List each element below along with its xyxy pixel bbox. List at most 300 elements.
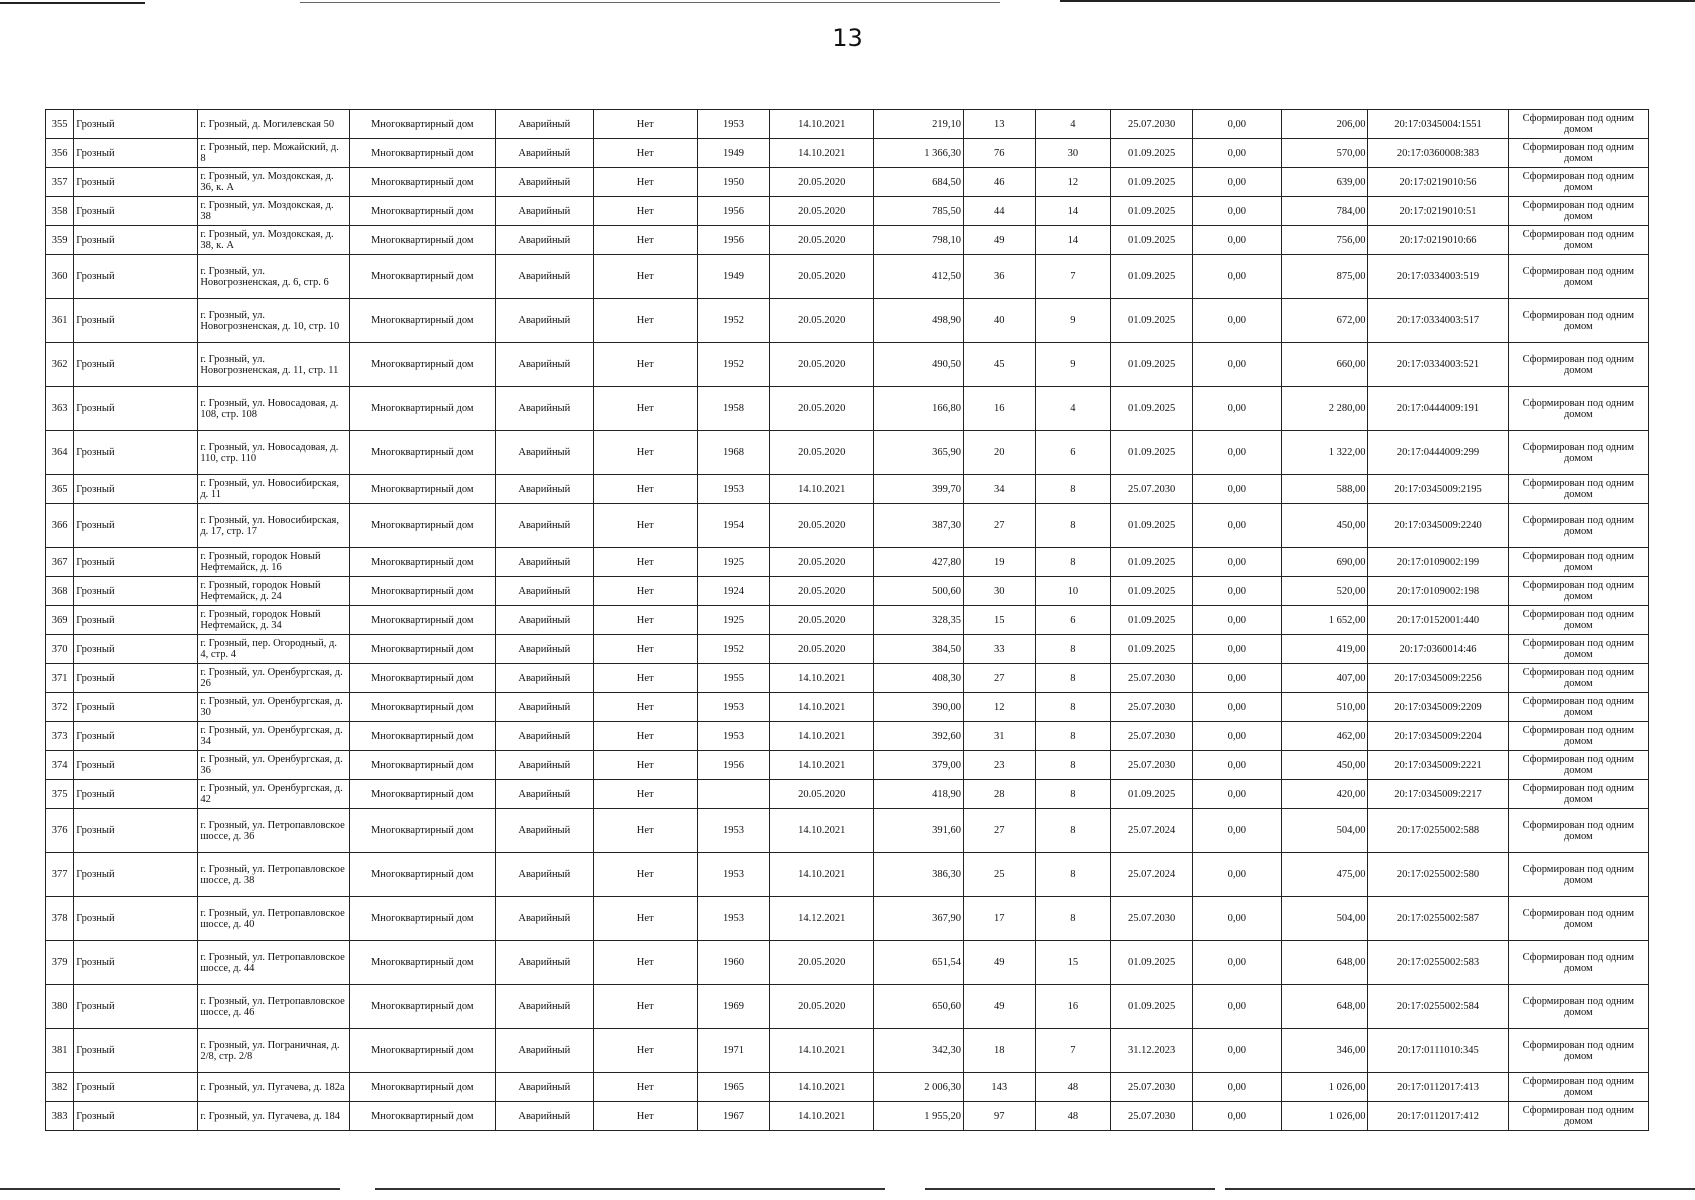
land-area-cell: 570,00 <box>1281 139 1368 168</box>
row-number-cell: 383 <box>46 1102 74 1131</box>
residents-cell: 40 <box>963 299 1035 343</box>
flag-cell: Нет <box>593 197 697 226</box>
flats-cell: 8 <box>1035 504 1111 548</box>
recognition-date-cell: 20.05.2020 <box>770 941 874 985</box>
flag-cell: Нет <box>593 299 697 343</box>
building-type-cell: Многоквартирный дом <box>349 475 495 504</box>
area-cell: 798,10 <box>874 226 964 255</box>
resettlement-date-cell: 25.07.2030 <box>1111 1102 1193 1131</box>
address-cell: г. Грозный, ул. Оренбургская, д. 30 <box>198 693 349 722</box>
building-type-cell: Многоквартирный дом <box>349 168 495 197</box>
year-built-cell: 1953 <box>697 897 770 941</box>
land-status-cell: Сформирован под одним домом <box>1508 431 1648 475</box>
value-cell: 0,00 <box>1192 853 1281 897</box>
cadastral-number-cell: 20:17:0152001:440 <box>1368 606 1508 635</box>
residents-cell: 13 <box>963 110 1035 139</box>
top-rule-right <box>1060 0 1695 2</box>
city-cell: Грозный <box>74 504 198 548</box>
value-cell: 0,00 <box>1192 1029 1281 1073</box>
city-cell: Грозный <box>74 475 198 504</box>
condition-cell: Аварийный <box>495 226 593 255</box>
condition-cell: Аварийный <box>495 197 593 226</box>
flag-cell: Нет <box>593 577 697 606</box>
area-cell: 650,60 <box>874 985 964 1029</box>
recognition-date-cell: 14.10.2021 <box>770 693 874 722</box>
cadastral-number-cell: 20:17:0360008:383 <box>1368 139 1508 168</box>
city-cell: Грозный <box>74 110 198 139</box>
table-row <box>46 635 1649 664</box>
land-area-cell: 1 652,00 <box>1281 606 1368 635</box>
recognition-date-cell: 14.12.2021 <box>770 897 874 941</box>
land-status-cell: Сформирован под одним домом <box>1508 1073 1648 1102</box>
city-cell: Грозный <box>74 751 198 780</box>
resettlement-date-cell: 01.09.2025 <box>1111 504 1193 548</box>
table-row <box>46 197 1649 226</box>
building-type-cell: Многоквартирный дом <box>349 809 495 853</box>
flag-cell: Нет <box>593 1073 697 1102</box>
cadastral-number-cell: 20:17:0444009:191 <box>1368 387 1508 431</box>
flats-cell: 6 <box>1035 431 1111 475</box>
residents-cell: 12 <box>963 693 1035 722</box>
recognition-date-cell: 14.10.2021 <box>770 1102 874 1131</box>
flats-cell: 8 <box>1035 751 1111 780</box>
flag-cell: Нет <box>593 139 697 168</box>
building-type-cell: Многоквартирный дом <box>349 110 495 139</box>
flag-cell: Нет <box>593 110 697 139</box>
bottom-rule-3 <box>925 1188 1215 1190</box>
cadastral-number-cell: 20:17:0255002:580 <box>1368 853 1508 897</box>
flats-cell: 48 <box>1035 1102 1111 1131</box>
value-cell: 0,00 <box>1192 504 1281 548</box>
resettlement-date-cell: 01.09.2025 <box>1111 431 1193 475</box>
residents-cell: 30 <box>963 577 1035 606</box>
year-built-cell: 1955 <box>697 664 770 693</box>
land-area-cell: 1 026,00 <box>1281 1073 1368 1102</box>
address-cell: г. Грозный, городок Новый Нефтемайск, д. 16 <box>198 548 349 577</box>
resettlement-date-cell: 01.09.2025 <box>1111 387 1193 431</box>
flats-cell: 8 <box>1035 475 1111 504</box>
table-row <box>46 693 1649 722</box>
city-cell: Грозный <box>74 197 198 226</box>
value-cell: 0,00 <box>1192 809 1281 853</box>
flats-cell: 10 <box>1035 577 1111 606</box>
cadastral-number-cell: 20:17:0219010:51 <box>1368 197 1508 226</box>
residents-cell: 27 <box>963 809 1035 853</box>
land-area-cell: 206,00 <box>1281 110 1368 139</box>
table-row <box>46 1102 1649 1131</box>
year-built-cell: 1952 <box>697 299 770 343</box>
flats-cell: 16 <box>1035 985 1111 1029</box>
flag-cell: Нет <box>593 226 697 255</box>
flats-cell: 8 <box>1035 664 1111 693</box>
recognition-date-cell: 14.10.2021 <box>770 475 874 504</box>
table-row <box>46 139 1649 168</box>
building-type-cell: Многоквартирный дом <box>349 693 495 722</box>
cadastral-number-cell: 20:17:0345009:2256 <box>1368 664 1508 693</box>
year-built-cell: 1953 <box>697 853 770 897</box>
cadastral-number-cell: 20:17:0109002:199 <box>1368 548 1508 577</box>
city-cell: Грозный <box>74 809 198 853</box>
condition-cell: Аварийный <box>495 577 593 606</box>
address-cell: г. Грозный, ул. Оренбургская, д. 36 <box>198 751 349 780</box>
area-cell: 219,10 <box>874 110 964 139</box>
building-type-cell: Многоквартирный дом <box>349 853 495 897</box>
value-cell: 0,00 <box>1192 941 1281 985</box>
recognition-date-cell: 20.05.2020 <box>770 343 874 387</box>
residents-cell: 27 <box>963 504 1035 548</box>
building-type-cell: Многоквартирный дом <box>349 751 495 780</box>
area-cell: 408,30 <box>874 664 964 693</box>
flats-cell: 9 <box>1035 299 1111 343</box>
address-cell: г. Грозный, пер. Огородный, д. 4, стр. 4 <box>198 635 349 664</box>
year-built-cell: 1958 <box>697 387 770 431</box>
land-status-cell: Сформирован под одним домом <box>1508 941 1648 985</box>
recognition-date-cell: 14.10.2021 <box>770 751 874 780</box>
condition-cell: Аварийный <box>495 255 593 299</box>
residents-cell: 25 <box>963 853 1035 897</box>
land-status-cell: Сформирован под одним домом <box>1508 985 1648 1029</box>
resettlement-date-cell: 01.09.2025 <box>1111 577 1193 606</box>
cadastral-number-cell: 20:17:0334003:517 <box>1368 299 1508 343</box>
condition-cell: Аварийный <box>495 343 593 387</box>
area-cell: 498,90 <box>874 299 964 343</box>
area-cell: 390,00 <box>874 693 964 722</box>
flag-cell: Нет <box>593 475 697 504</box>
land-status-cell: Сформирован под одним домом <box>1508 226 1648 255</box>
land-status-cell: Сформирован под одним домом <box>1508 168 1648 197</box>
flag-cell: Нет <box>593 635 697 664</box>
row-number-cell: 356 <box>46 139 74 168</box>
area-cell: 2 006,30 <box>874 1073 964 1102</box>
flats-cell: 4 <box>1035 110 1111 139</box>
address-cell: г. Грозный, ул. Пугачева, д. 182а <box>198 1073 349 1102</box>
land-status-cell: Сформирован под одним домом <box>1508 1029 1648 1073</box>
year-built-cell: 1949 <box>697 255 770 299</box>
table-row <box>46 897 1649 941</box>
land-area-cell: 450,00 <box>1281 751 1368 780</box>
resettlement-date-cell: 31.12.2023 <box>1111 1029 1193 1073</box>
housing-registry-table <box>45 109 1649 1131</box>
area-cell: 365,90 <box>874 431 964 475</box>
land-status-cell: Сформирован под одним домом <box>1508 475 1648 504</box>
condition-cell: Аварийный <box>495 664 593 693</box>
condition-cell: Аварийный <box>495 1029 593 1073</box>
land-status-cell: Сформирован под одним домом <box>1508 751 1648 780</box>
resettlement-date-cell: 01.09.2025 <box>1111 985 1193 1029</box>
land-area-cell: 520,00 <box>1281 577 1368 606</box>
table-row <box>46 941 1649 985</box>
area-cell: 418,90 <box>874 780 964 809</box>
city-cell: Грозный <box>74 606 198 635</box>
resettlement-date-cell: 01.09.2025 <box>1111 606 1193 635</box>
land-status-cell: Сформирован под одним домом <box>1508 635 1648 664</box>
address-cell: г. Грозный, ул. Моздокская, д. 36, к. А <box>198 168 349 197</box>
flats-cell: 8 <box>1035 853 1111 897</box>
cadastral-number-cell: 20:17:0444009:299 <box>1368 431 1508 475</box>
recognition-date-cell: 20.05.2020 <box>770 431 874 475</box>
table-row <box>46 664 1649 693</box>
row-number-cell: 380 <box>46 985 74 1029</box>
land-area-cell: 510,00 <box>1281 693 1368 722</box>
flats-cell: 8 <box>1035 635 1111 664</box>
cadastral-number-cell: 20:17:0345009:2217 <box>1368 780 1508 809</box>
residents-cell: 34 <box>963 475 1035 504</box>
residents-cell: 27 <box>963 664 1035 693</box>
value-cell: 0,00 <box>1192 693 1281 722</box>
flats-cell: 8 <box>1035 693 1111 722</box>
value-cell: 0,00 <box>1192 299 1281 343</box>
area-cell: 684,50 <box>874 168 964 197</box>
table-row <box>46 722 1649 751</box>
flats-cell: 8 <box>1035 548 1111 577</box>
area-cell: 342,30 <box>874 1029 964 1073</box>
flats-cell: 30 <box>1035 139 1111 168</box>
land-status-cell: Сформирован под одним домом <box>1508 299 1648 343</box>
resettlement-date-cell: 25.07.2030 <box>1111 722 1193 751</box>
flats-cell: 14 <box>1035 197 1111 226</box>
table-row <box>46 475 1649 504</box>
table-row <box>46 343 1649 387</box>
land-area-cell: 660,00 <box>1281 343 1368 387</box>
city-cell: Грозный <box>74 853 198 897</box>
row-number-cell: 366 <box>46 504 74 548</box>
address-cell: г. Грозный, ул. Новосибирская, д. 11 <box>198 475 349 504</box>
condition-cell: Аварийный <box>495 299 593 343</box>
year-built-cell: 1954 <box>697 504 770 548</box>
flag-cell: Нет <box>593 780 697 809</box>
resettlement-date-cell: 25.07.2030 <box>1111 664 1193 693</box>
table-row <box>46 577 1649 606</box>
cadastral-number-cell: 20:17:0345009:2204 <box>1368 722 1508 751</box>
cadastral-number-cell: 20:17:0112017:413 <box>1368 1073 1508 1102</box>
city-cell: Грозный <box>74 255 198 299</box>
area-cell: 367,90 <box>874 897 964 941</box>
cadastral-number-cell: 20:17:0334003:519 <box>1368 255 1508 299</box>
condition-cell: Аварийный <box>495 387 593 431</box>
city-cell: Грозный <box>74 577 198 606</box>
land-area-cell: 639,00 <box>1281 168 1368 197</box>
condition-cell: Аварийный <box>495 941 593 985</box>
year-built-cell: 1953 <box>697 110 770 139</box>
row-number-cell: 359 <box>46 226 74 255</box>
resettlement-date-cell: 01.09.2025 <box>1111 941 1193 985</box>
value-cell: 0,00 <box>1192 110 1281 139</box>
row-number-cell: 361 <box>46 299 74 343</box>
resettlement-date-cell: 25.07.2030 <box>1111 1073 1193 1102</box>
value-cell: 0,00 <box>1192 606 1281 635</box>
land-status-cell: Сформирован под одним домом <box>1508 853 1648 897</box>
flats-cell: 15 <box>1035 941 1111 985</box>
residents-cell: 16 <box>963 387 1035 431</box>
land-status-cell: Сформирован под одним домом <box>1508 343 1648 387</box>
table-row <box>46 110 1649 139</box>
recognition-date-cell: 20.05.2020 <box>770 299 874 343</box>
recognition-date-cell: 20.05.2020 <box>770 168 874 197</box>
area-cell: 412,50 <box>874 255 964 299</box>
land-area-cell: 450,00 <box>1281 504 1368 548</box>
land-area-cell: 475,00 <box>1281 853 1368 897</box>
row-number-cell: 355 <box>46 110 74 139</box>
residents-cell: 28 <box>963 780 1035 809</box>
city-cell: Грозный <box>74 431 198 475</box>
top-rule-mid <box>300 2 1000 3</box>
flag-cell: Нет <box>593 168 697 197</box>
resettlement-date-cell: 01.09.2025 <box>1111 635 1193 664</box>
year-built-cell: 1956 <box>697 226 770 255</box>
land-area-cell: 690,00 <box>1281 548 1368 577</box>
building-type-cell: Многоквартирный дом <box>349 606 495 635</box>
row-number-cell: 357 <box>46 168 74 197</box>
flag-cell: Нет <box>593 809 697 853</box>
address-cell: г. Грозный, городок Новый Нефтемайск, д. 24 <box>198 577 349 606</box>
city-cell: Грозный <box>74 1073 198 1102</box>
row-number-cell: 369 <box>46 606 74 635</box>
cadastral-number-cell: 20:17:0219010:66 <box>1368 226 1508 255</box>
recognition-date-cell: 14.10.2021 <box>770 1029 874 1073</box>
building-type-cell: Многоквартирный дом <box>349 255 495 299</box>
city-cell: Грозный <box>74 139 198 168</box>
city-cell: Грозный <box>74 722 198 751</box>
year-built-cell: 1969 <box>697 985 770 1029</box>
flats-cell: 8 <box>1035 780 1111 809</box>
row-number-cell: 382 <box>46 1073 74 1102</box>
resettlement-date-cell: 25.07.2030 <box>1111 751 1193 780</box>
value-cell: 0,00 <box>1192 139 1281 168</box>
table-row <box>46 168 1649 197</box>
cadastral-number-cell: 20:17:0111010:345 <box>1368 1029 1508 1073</box>
condition-cell: Аварийный <box>495 985 593 1029</box>
resettlement-date-cell: 01.09.2025 <box>1111 299 1193 343</box>
address-cell: г. Грозный, ул. Пограничная, д. 2/8, стр. 2/8 <box>198 1029 349 1073</box>
land-status-cell: Сформирован под одним домом <box>1508 255 1648 299</box>
recognition-date-cell: 20.05.2020 <box>770 504 874 548</box>
flats-cell: 4 <box>1035 387 1111 431</box>
area-cell: 384,50 <box>874 635 964 664</box>
flag-cell: Нет <box>593 343 697 387</box>
value-cell: 0,00 <box>1192 897 1281 941</box>
cadastral-number-cell: 20:17:0112017:412 <box>1368 1102 1508 1131</box>
row-number-cell: 372 <box>46 693 74 722</box>
year-built-cell: 1968 <box>697 431 770 475</box>
land-status-cell: Сформирован под одним домом <box>1508 722 1648 751</box>
cadastral-number-cell: 20:17:0345004:1551 <box>1368 110 1508 139</box>
flag-cell: Нет <box>593 504 697 548</box>
address-cell: г. Грозный, ул. Петропавловское шоссе, д. 46 <box>198 985 349 1029</box>
land-status-cell: Сформирован под одним домом <box>1508 693 1648 722</box>
recognition-date-cell: 14.10.2021 <box>770 853 874 897</box>
flats-cell: 9 <box>1035 343 1111 387</box>
building-type-cell: Многоквартирный дом <box>349 548 495 577</box>
cadastral-number-cell: 20:17:0255002:583 <box>1368 941 1508 985</box>
building-type-cell: Многоквартирный дом <box>349 226 495 255</box>
table-row <box>46 606 1649 635</box>
residents-cell: 49 <box>963 985 1035 1029</box>
flats-cell: 8 <box>1035 722 1111 751</box>
value-cell: 0,00 <box>1192 664 1281 693</box>
year-built-cell: 1953 <box>697 475 770 504</box>
residents-cell: 18 <box>963 1029 1035 1073</box>
condition-cell: Аварийный <box>495 780 593 809</box>
bottom-rule-2 <box>375 1188 885 1190</box>
residents-cell: 45 <box>963 343 1035 387</box>
area-cell: 490,50 <box>874 343 964 387</box>
land-area-cell: 462,00 <box>1281 722 1368 751</box>
residents-cell: 49 <box>963 941 1035 985</box>
area-cell: 328,35 <box>874 606 964 635</box>
resettlement-date-cell: 01.09.2025 <box>1111 139 1193 168</box>
city-cell: Грозный <box>74 985 198 1029</box>
flats-cell: 8 <box>1035 809 1111 853</box>
land-status-cell: Сформирован под одним домом <box>1508 664 1648 693</box>
value-cell: 0,00 <box>1192 577 1281 606</box>
cadastral-number-cell: 20:17:0255002:587 <box>1368 897 1508 941</box>
address-cell: г. Грозный, ул. Петропавловское шоссе, д. 36 <box>198 809 349 853</box>
address-cell: г. Грозный, ул. Новогрозненская, д. 10, стр. 10 <box>198 299 349 343</box>
resettlement-date-cell: 25.07.2024 <box>1111 853 1193 897</box>
flag-cell: Нет <box>593 606 697 635</box>
flag-cell: Нет <box>593 751 697 780</box>
cadastral-number-cell: 20:17:0360014:46 <box>1368 635 1508 664</box>
address-cell: г. Грозный, ул. Новосибирская, д. 17, стр. 17 <box>198 504 349 548</box>
building-type-cell: Многоквартирный дом <box>349 1029 495 1073</box>
city-cell: Грозный <box>74 897 198 941</box>
building-type-cell: Многоквартирный дом <box>349 722 495 751</box>
address-cell: г. Грозный, ул. Петропавловское шоссе, д. 40 <box>198 897 349 941</box>
resettlement-date-cell: 01.09.2025 <box>1111 780 1193 809</box>
year-built-cell: 1965 <box>697 1073 770 1102</box>
flats-cell: 14 <box>1035 226 1111 255</box>
land-area-cell: 2 280,00 <box>1281 387 1368 431</box>
table-row <box>46 299 1649 343</box>
table-row <box>46 548 1649 577</box>
land-status-cell: Сформирован под одним домом <box>1508 387 1648 431</box>
flag-cell: Нет <box>593 1029 697 1073</box>
residents-cell: 31 <box>963 722 1035 751</box>
residents-cell: 20 <box>963 431 1035 475</box>
year-built-cell: 1952 <box>697 343 770 387</box>
building-type-cell: Многоквартирный дом <box>349 139 495 168</box>
resettlement-date-cell: 25.07.2030 <box>1111 693 1193 722</box>
city-cell: Грозный <box>74 343 198 387</box>
value-cell: 0,00 <box>1192 168 1281 197</box>
recognition-date-cell: 20.05.2020 <box>770 226 874 255</box>
value-cell: 0,00 <box>1192 548 1281 577</box>
condition-cell: Аварийный <box>495 635 593 664</box>
row-number-cell: 371 <box>46 664 74 693</box>
land-area-cell: 504,00 <box>1281 897 1368 941</box>
row-number-cell: 377 <box>46 853 74 897</box>
value-cell: 0,00 <box>1192 722 1281 751</box>
residents-cell: 19 <box>963 548 1035 577</box>
recognition-date-cell: 20.05.2020 <box>770 387 874 431</box>
area-cell: 427,80 <box>874 548 964 577</box>
land-area-cell: 648,00 <box>1281 985 1368 1029</box>
resettlement-date-cell: 25.07.2024 <box>1111 809 1193 853</box>
city-cell: Грозный <box>74 387 198 431</box>
flag-cell: Нет <box>593 664 697 693</box>
city-cell: Грозный <box>74 693 198 722</box>
building-type-cell: Многоквартирный дом <box>349 431 495 475</box>
year-built-cell: 1924 <box>697 577 770 606</box>
flag-cell: Нет <box>593 722 697 751</box>
resettlement-date-cell: 01.09.2025 <box>1111 226 1193 255</box>
land-area-cell: 784,00 <box>1281 197 1368 226</box>
city-cell: Грозный <box>74 1029 198 1073</box>
land-status-cell: Сформирован под одним домом <box>1508 504 1648 548</box>
land-area-cell: 407,00 <box>1281 664 1368 693</box>
land-status-cell: Сформирован под одним домом <box>1508 606 1648 635</box>
land-area-cell: 420,00 <box>1281 780 1368 809</box>
